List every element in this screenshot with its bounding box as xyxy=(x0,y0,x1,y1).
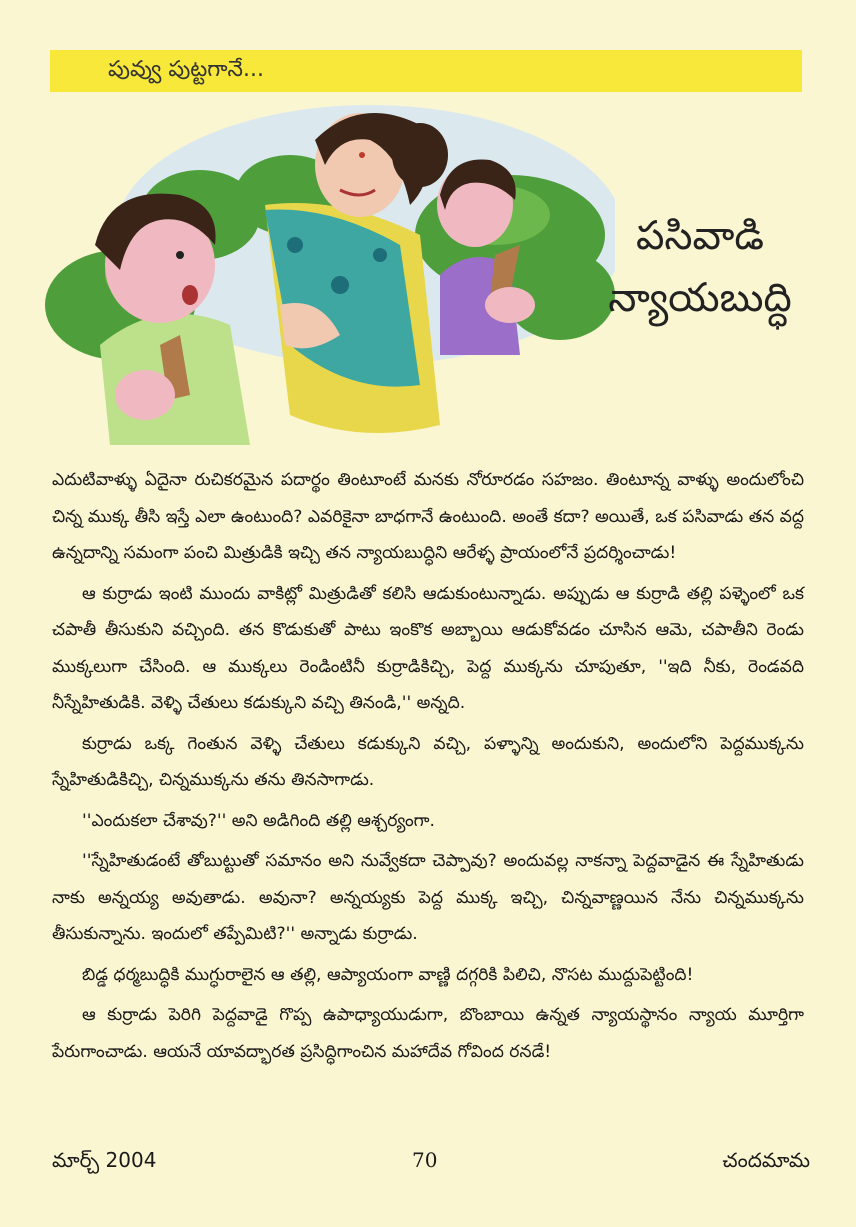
footer-magazine-name: చందమామ xyxy=(722,1148,810,1172)
paragraph-5: ''స్నేహితుడంటే తోబుట్టుతో సమానం అని నువ్వేకదా చెప్పావు? అందువల్ల నాకన్నా పెద్దవాడైన ఈ స్నేహితుడు నాకు అన్నయ్య అవుతాడు. అవునా? అన్నయ్యకు పెద్ద ముక్క ఇచ్చి, చిన్నవాణ్ణయిన నేను చిన్నముక్కను తీసుకున్నాను. ఇందులో తప్పేమిటి?'' అన్నాడు కుర్రాడు. xyxy=(52,851,804,944)
story-title-line-1: పసివాడి xyxy=(635,213,765,259)
section-header-label: పువ్వు పుట్టగానే... xyxy=(108,57,264,82)
paragraph-2: ఆ కుర్రాడు ఇంటి ముందు వాకిట్లో మిత్రుడితో కలిసి ఆడుకుంటున్నాడు. అప్పుడు ఆ కుర్రాడి తల్లి పళ్ళెంలో ఒక చపాతీ తీసుకుని వచ్చింది. తన కొడుకుతో పాటు ఇంకొక అబ్బాయి ఆడుకోవడం చూసిన ఆమె, చపాతీని రెండు ముక్కలుగా చేసింది. ఆ ముక్కలు రెండింటినీ కుర్రాడికిచ్చి, పెద్ద ముక్కను చూపుతూ, ''ఇది నీకు, రెండవది నీస్నేహితుడికి. వెళ్ళి చేతులు కడుక్కుని వచ్చి తినండి,'' అన్నది. xyxy=(52,583,804,713)
paragraph-1: ఎదుటివాళ్ళు ఏదైనా రుచికరమైన పదార్థం తింటూంటే మనకు నోరూరడం సహజం. తింటూన్న వాళ్ళు అందులోంచి చిన్న ముక్క తీసి ఇస్తే ఎలా ఉంటుంది? ఎవరికైనా బాధగానే ఉంటుంది. అంతే కదా? అయితే, ఒక పసివాడు తన వద్ద ఉన్నదాన్ని సమంగా పంచి మిత్రుడికి ఇచ్చి తన న్యాయబుద్ధిని ఆరేళ్ళ ప్రాయంలోనే ప్రదర్శించాడు! xyxy=(52,470,804,563)
story-title-line-2: న్యాయబుద్ధి xyxy=(608,275,792,321)
page-number: 70 xyxy=(412,1148,438,1172)
paragraph-7: ఆ కుర్రాడు పెరిగి పెద్దవాడై గొప్ప ఉపాధ్యాయుడుగా, బొంబాయి ఉన్నత న్యాయస్థానం న్యాయ మూర్తిగా పేరుగాంచాడు. ఆయనే యావద్భారత ప్రసిద్ధిగాంచిన మహాదేవ గోవింద రనడే! xyxy=(52,1005,804,1062)
story-body xyxy=(52,462,804,1074)
section-header-band xyxy=(50,50,802,92)
paragraph-6: బిడ్డ ధర్మబుద్ధికి ముగ్ధురాలైన ఆ తల్లి, ఆప్యాయంగా వాణ్ణి దగ్గరికి పిలిచి, నొసట ముద్దుపెట్టింది! xyxy=(82,964,694,985)
footer-issue-date: మార్చ్ 2004 xyxy=(52,1148,157,1172)
story-title xyxy=(585,205,815,329)
paragraph-3: కుర్రాడు ఒక్క గెంతున వెళ్ళి చేతులు కడుక్కుని వచ్చి, పళ్ళాన్ని అందుకుని, అందులోని పెద్దముక్కను స్నేహితుడికిచ్చి, చిన్నముక్కను తను తినసాగాడు. xyxy=(52,733,804,790)
story-illustration xyxy=(40,95,615,455)
page-footer xyxy=(52,1148,810,1182)
paragraph-4: ''ఎందుకలా చేశావు?'' అని అడిగింది తల్లి ఆశ్చర్యంగా. xyxy=(82,810,435,831)
